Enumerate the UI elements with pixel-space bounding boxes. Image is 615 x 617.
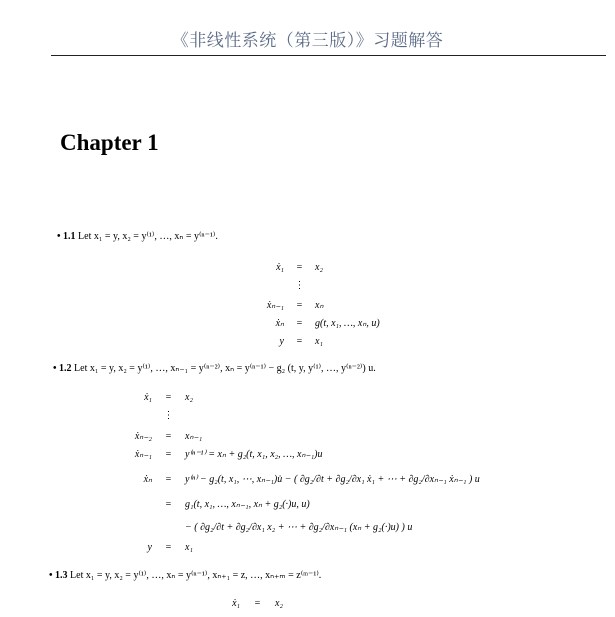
eq-lhs: ẋₙ₋₁	[134, 449, 152, 460]
eq-op: ⋮	[294, 280, 305, 291]
problem-1-2-statement	[53, 363, 376, 374]
eq-op: =	[296, 318, 303, 329]
equation-row	[118, 499, 310, 510]
eq-rhs: x₂	[275, 598, 283, 609]
eq-rhs: − ( ∂g₂/∂t + ∂g₂/∂x₁ x₂ + ⋯ + ∂g₂/∂xₙ₋₁ (xₙ + g₂(·)u) ) u	[185, 522, 413, 533]
bullet: •	[49, 570, 53, 581]
eq-op: =	[165, 474, 172, 485]
eq-rhs: xₙ₋₁	[185, 431, 203, 442]
equation-row	[262, 280, 313, 291]
equation-row	[118, 392, 193, 403]
eq-rhs: y⁽ⁿ⁻¹⁾ = xₙ + g₂(t, x₁, x₂, …, xₙ₋₁)u	[185, 449, 323, 460]
eq-rhs: xₙ	[315, 300, 324, 311]
problem-number: 1.3	[55, 570, 68, 581]
equation-row	[222, 598, 283, 609]
eq-lhs: ẋₙ₋₁	[266, 300, 284, 311]
equation-row	[118, 410, 183, 421]
eq-op: =	[165, 542, 172, 553]
eq-lhs: ẋₙ	[275, 318, 284, 329]
eq-lhs: y	[279, 336, 284, 347]
eq-op: =	[165, 449, 172, 460]
equation-row	[118, 449, 323, 460]
eq-lhs: ẋ₁	[144, 392, 152, 403]
eq-lhs: ẋ₁	[232, 598, 240, 609]
problem-1-1-statement	[57, 231, 218, 242]
problem-text: Let x₁ = y, x₂ = y⁽¹⁾, …, xₙ₋₁ = y⁽ⁿ⁻²⁾, xₙ = y⁽ⁿ⁻¹⁾ − g₂ (t, y, y⁽¹⁾, …, y⁽ⁿ⁻²⁾) u.	[74, 363, 376, 374]
problem-number: 1.2	[59, 363, 72, 374]
eq-lhs: ẋ₁	[276, 262, 284, 273]
eq-op: =	[296, 336, 303, 347]
eq-rhs: g₁(t, x₁, …, xₙ₋₁, xₙ + g₂(·)u, u)	[185, 499, 310, 510]
equation-row	[118, 542, 193, 553]
equation-row	[249, 300, 323, 311]
problem-text: Let x₁ = y, x₂ = y⁽¹⁾, …, xₙ = y⁽ⁿ⁻¹⁾.	[78, 231, 218, 242]
eq-rhs: g(t, x₁, …, xₙ, u)	[315, 318, 380, 329]
eq-rhs: x₁	[185, 542, 193, 553]
eq-op: =	[165, 392, 172, 403]
eq-op: =	[296, 300, 303, 311]
equation-row	[262, 318, 380, 329]
eq-rhs: x₂	[185, 392, 193, 403]
chapter-title: Chapter 1	[60, 130, 159, 155]
eq-op: =	[296, 262, 303, 273]
equation-row	[118, 431, 202, 442]
bullet: •	[57, 231, 61, 242]
problem-text: Let x₁ = y, x₂ = y⁽¹⁾, …, xₙ = y⁽ⁿ⁻¹⁾, xₙ₊₁ = z, …, xₙ₊ₘ = z⁽ᵐ⁻¹⁾.	[70, 570, 322, 581]
eq-op: ⋮	[163, 410, 174, 421]
eq-rhs: x₁	[315, 336, 323, 347]
eq-rhs: y⁽ⁿ⁾ − g₂(t, x₁, ⋯, xₙ₋₁)u̇ − ( ∂g₂/∂t + ∂g₂/∂x₁ ẋ₁ + ⋯ + ∂g₂/∂xₙ₋₁ ẋₙ₋₁ ) u	[185, 474, 480, 485]
eq-op: =	[165, 499, 172, 510]
bullet: •	[53, 363, 57, 374]
page-header: 《非线性系统（第三版）》习题解答	[171, 31, 444, 51]
equation-row	[262, 262, 323, 273]
eq-op: =	[165, 431, 172, 442]
eq-lhs: ẋₙ	[143, 474, 152, 485]
equation-row	[118, 474, 480, 485]
eq-lhs: y	[147, 542, 152, 553]
header-rule	[51, 55, 606, 56]
equation-row	[118, 522, 412, 533]
problem-number: 1.1	[63, 231, 76, 242]
equation-row	[262, 336, 323, 347]
eq-lhs: ẋₙ₋₂	[134, 431, 152, 442]
problem-1-3-statement	[49, 570, 321, 581]
eq-op: =	[254, 598, 261, 609]
eq-rhs: x₂	[315, 262, 323, 273]
